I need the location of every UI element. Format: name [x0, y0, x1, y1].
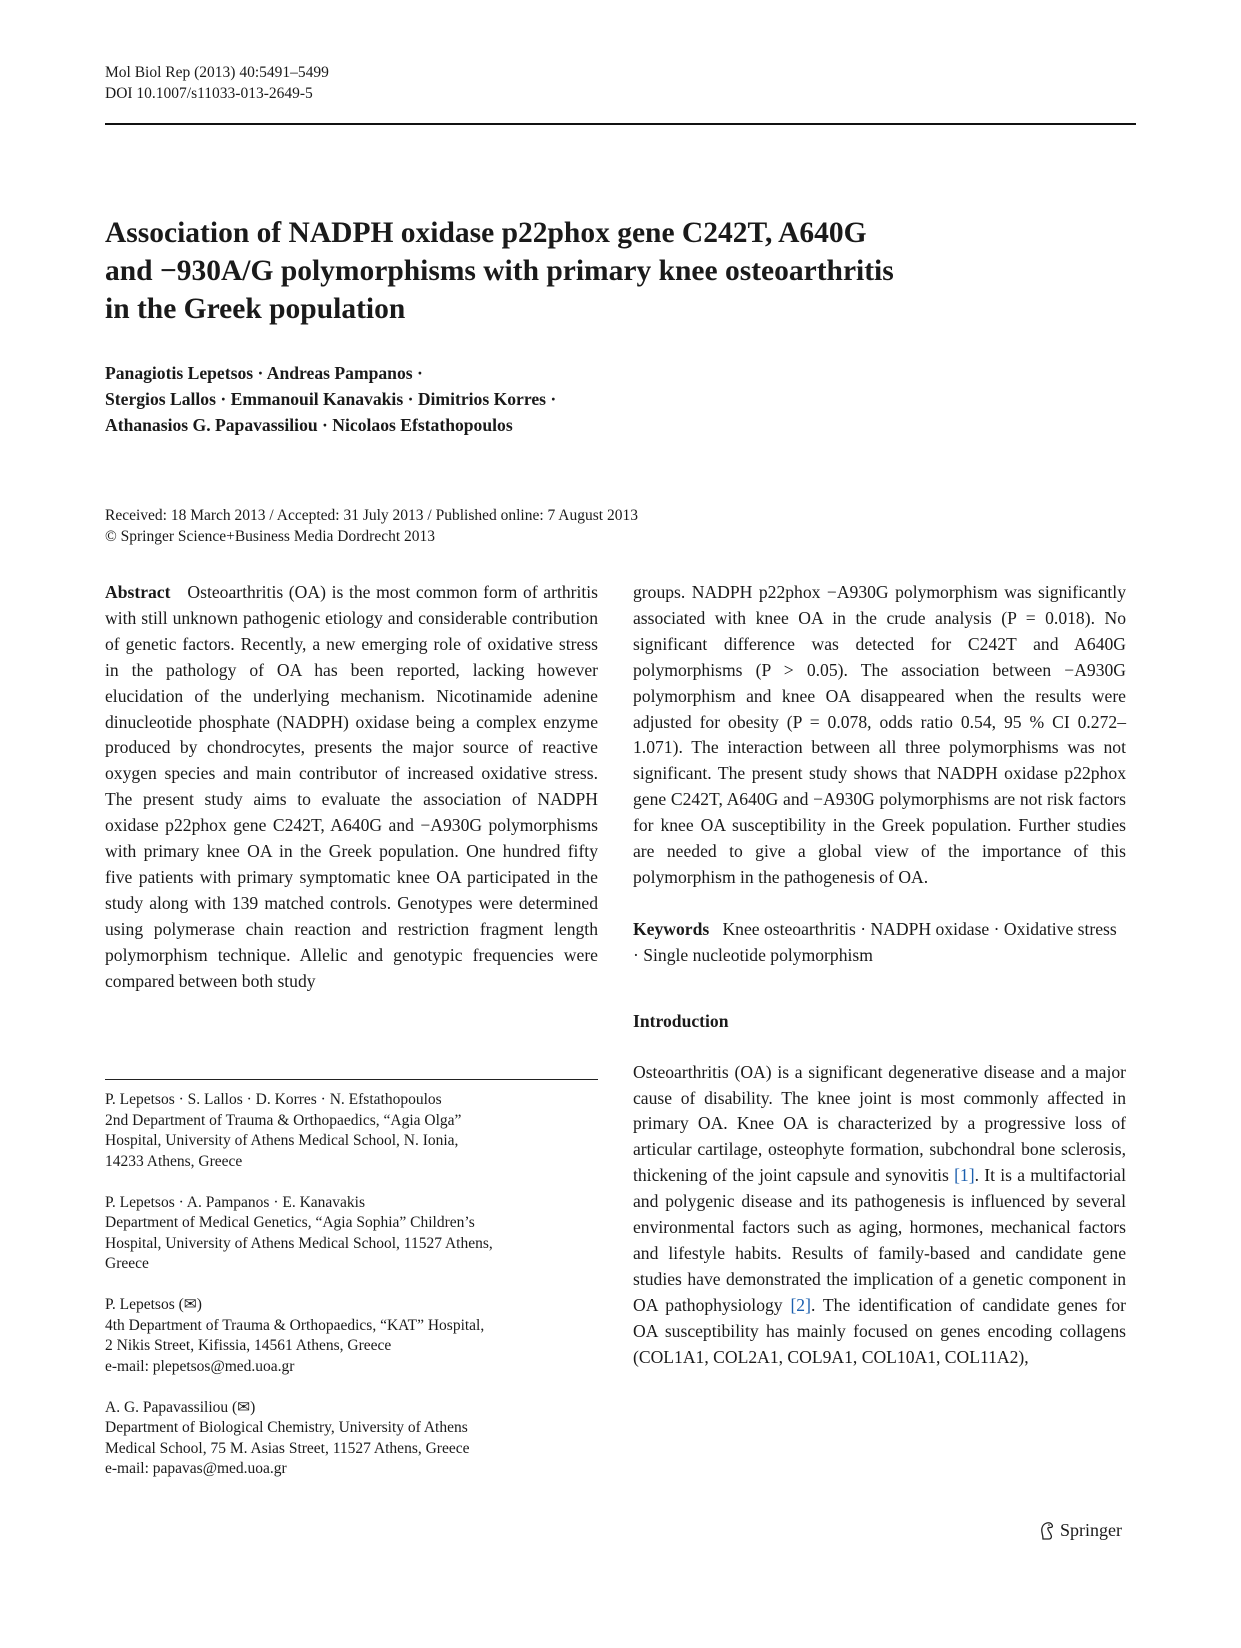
doi: DOI 10.1007/s11033-013-2649-5 — [105, 85, 313, 102]
springer-horse-icon — [1038, 1521, 1056, 1541]
title-line: Association of NADPH oxidase p22phox gene C242T, A640G — [105, 217, 867, 249]
publisher-name: Springer — [1060, 1520, 1122, 1540]
affiliation-line: Greece — [105, 1255, 149, 1272]
keywords-text: Knee osteoarthritis · NADPH oxidase · Oxidative stress · Single nucleotide polymorphism — [633, 918, 1117, 965]
author-line: Athanasios G. Papavassiliou · Nicolaos Efstathopoulos — [105, 415, 513, 435]
left-column — [105, 580, 598, 995]
journal-header — [105, 62, 329, 104]
journal-citation: Mol Biol Rep (2013) 40:5491–5499 — [105, 64, 329, 81]
introduction-paragraph — [633, 1060, 1126, 1371]
title-line: in the Greek population — [105, 293, 406, 325]
author-line: Stergios Lallos · Emmanouil Kanavakis · Dimitrios Korres · — [105, 389, 557, 409]
affiliation-line: 4th Department of Trauma & Orthopaedics, “KAT” Hospital, — [105, 1316, 485, 1334]
email-link[interactable]: e-mail: plepetsos@med.uoa.gr — [105, 1357, 295, 1375]
citation-link[interactable]: [1] — [954, 1165, 975, 1186]
affiliation-line: 14233 Athens, Greece — [105, 1152, 243, 1170]
right-column — [633, 580, 1126, 1370]
affiliation-line: Hospital, University of Athens Medical School, N. Ionia, — [105, 1132, 459, 1149]
abstract-text-left: Osteoarthritis (OA) is the most common form of arthritis with still unknown pathogenic etiology and considerable contribution of genetic factors. Recently, a new emerging role of oxidative stress in the pathology of OA has been reported, lacking however elucidation of the underlying mechanism. Nicotinamide adenine dinucleotide phosphate (NADPH) oxidase being a complex enzyme produced by chondrocytes, presents the major source of reactive oxygen species and main contributor of increased oxidative stress. The present study aims to evaluate the association of NADPH oxidase p22phox gene C242T, A640G and −A930G polymorphisms with primary knee OA in the Greek population. One hundred fifty five patients with primary symptomatic knee OA participated in the study along with 139 matched controls. Genotypes were determined using polymerase chain reaction and restriction fragment length polymorphism technique. Allelic and genotypic frequencies were compared between both study — [105, 582, 598, 991]
citation-link[interactable]: [2] — [790, 1294, 811, 1315]
footnote-rule — [105, 1079, 598, 1080]
keywords — [633, 917, 1126, 969]
publisher-logo — [1038, 1520, 1122, 1541]
affiliation-line: Medical School, 75 M. Asias Street, 11527 Athens, Greece — [105, 1439, 470, 1457]
affiliation-line: Department of Medical Genetics, “Agia Sophia” Children’s — [105, 1214, 475, 1231]
affiliation-line: 2 Nikis Street, Kifissia, 14561 Athens, Greece — [105, 1337, 392, 1354]
affiliation-block — [105, 1193, 598, 1275]
affiliation-line: 2nd Department of Trauma & Orthopaedics, “Agia Olga” — [105, 1111, 462, 1129]
abstract-text-right: groups. NADPH p22phox −A930G polymorphism was significantly associated with knee OA in the crude analysis (P = 0.018). No significant difference was detected for C242T and A640G polymorphisms (P > 0.05). The association between −A930G polymorphism and knee OA disappeared when the results were adjusted for obesity (P = 0.078, odds ratio 0.54, 95 % CI 0.272–1.071). The interaction between all three polymorphisms was not significant. The present study shows that NADPH oxidase p22phox gene C242T, A640G and −A930G polymorphisms are not risk factors for knee OA susceptibility in the Greek population. Further studies are needed to give a global view of the importance of this polymorphism in the pathogenesis of OA. — [633, 582, 1126, 887]
affiliation-line: P. Lepetsos (✉) — [105, 1296, 202, 1313]
keywords-label: Keywords — [633, 918, 710, 939]
author-line: Panagiotis Lepetsos · Andreas Pampanos · — [105, 363, 423, 383]
intro-text: . It is a multifactorial and polygenic disease and its pathogenesis is influenced by several environmental factors such as aging, hormones, mechanical factors and lifestyle habits. Results of family-based and candidate gene studies have demonstrated the implication of a genetic component in OA pathophysiology — [633, 1165, 1126, 1315]
article-title — [105, 214, 1065, 328]
affiliation-line: Department of Biological Chemistry, University of Athens — [105, 1419, 468, 1436]
title-line: and −930A/G polymorphisms with primary knee osteoarthritis — [105, 255, 894, 287]
date-history: Received: 18 March 2013 / Accepted: 31 July 2013 / Published online: 7 August 2013 — [105, 507, 638, 524]
publication-dates — [105, 505, 638, 547]
copyright-line: © Springer Science+Business Media Dordrecht 2013 — [105, 528, 436, 545]
author-list — [105, 360, 556, 438]
affiliation-line: A. G. Papavassiliou (✉) — [105, 1398, 256, 1416]
affiliation-line: Hospital, University of Athens Medical School, 11527 Athens, — [105, 1234, 493, 1252]
intro-text: . The identification of candidate genes for OA susceptibility has mainly focused on genes encoding collagens (COL1A1, COL2A1, COL9A1, COL10A1, COL11A2), — [633, 1294, 1126, 1367]
section-heading-introduction: Introduction — [633, 1010, 729, 1031]
affiliation-line: P. Lepetsos · A. Pampanos · E. Kanavakis — [105, 1193, 366, 1211]
affiliation-line: P. Lepetsos · S. Lallos · D. Korres · N. Efstathopoulos — [105, 1091, 442, 1108]
header-rule — [105, 123, 1136, 125]
abstract-label: Abstract — [105, 582, 171, 602]
affiliation-block — [105, 1090, 598, 1172]
intro-text: Osteoarthritis (OA) is a significant degenerative disease and a major cause of disability. The knee joint is most commonly affected in primary OA. Knee OA is characterized by a progressive loss of articular cartilage, osteophyte formation, subchondral bone sclerosis, thickening of the joint capsule and synovitis — [633, 1061, 1126, 1186]
affiliations — [105, 1090, 598, 1500]
affiliation-block — [105, 1295, 598, 1377]
affiliation-block — [105, 1398, 598, 1480]
abstract-paragraph — [105, 580, 598, 995]
email-link[interactable]: e-mail: papavas@med.uoa.gr — [105, 1460, 287, 1477]
